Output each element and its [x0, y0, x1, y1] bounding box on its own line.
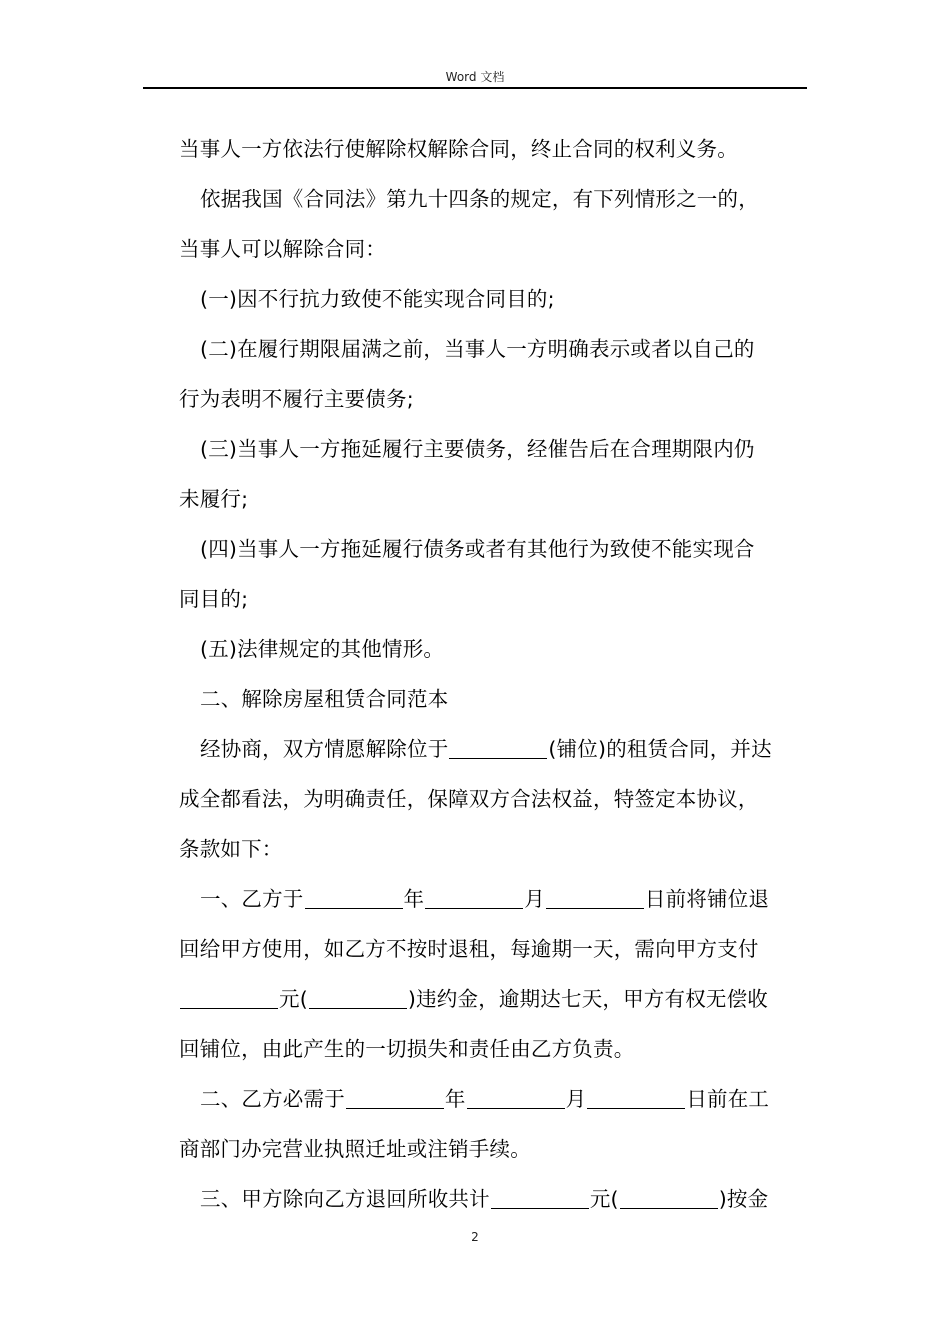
fill-in-blank	[491, 1188, 589, 1209]
text-segment: 日前在工	[686, 1087, 770, 1111]
text-line: 当事人一方依法行使解除权解除合同，终止合同的权利义务。	[179, 137, 738, 161]
fill-in-blank	[425, 888, 523, 909]
text-line: 成全都看法，为明确责任，保障双方合法权益，特签定本协议，	[179, 787, 759, 811]
text-line	[179, 1074, 809, 1124]
text-line: (四)当事人一方拖延履行债务或者有其他行为致使不能实现合	[200, 537, 755, 561]
text-segment: 日前将铺位退	[644, 887, 770, 911]
text-segment: 月	[524, 887, 545, 911]
text-segment: 月	[565, 1087, 587, 1111]
text-line: 行为表明不履行主要债务;	[179, 387, 414, 411]
fill-in-blank	[346, 1088, 444, 1109]
text-line: (二)在履行期限届满之前，当事人一方明确表示或者以自己的	[200, 337, 755, 361]
text-line: 同目的;	[179, 587, 249, 611]
fill-in-blank	[180, 988, 278, 1009]
text-line: 回铺位，由此产生的一切损失和责任由乙方负责。	[179, 1037, 635, 1061]
text-line: (三)当事人一方拖延履行主要债务，经催告后在合理期限内仍	[200, 437, 755, 461]
text-segment: )违约金，逾期达七天，甲方有权无偿收	[407, 987, 769, 1011]
text-segment: )按金	[718, 1187, 769, 1211]
fill-in-blank	[305, 888, 403, 909]
header-divider	[143, 87, 807, 89]
text-line: 依据我国《合同法》第九十四条的规定，有下列情形之一的，	[200, 187, 759, 211]
text-line	[179, 874, 809, 924]
text-segment: 年	[403, 887, 425, 911]
text-line: (五)法律规定的其他情形。	[200, 637, 445, 661]
fill-in-blank	[587, 1088, 685, 1109]
text-line: 回给甲方使用，如乙方不按时退租，每逾期一天，需向甲方支付	[179, 937, 759, 961]
fill-in-blank	[449, 738, 547, 759]
section-heading: 二、解除房屋租赁合同范本	[200, 687, 449, 711]
text-segment: (铺位)的租赁合同，并达	[548, 737, 772, 761]
fill-in-blank	[620, 1188, 718, 1209]
text-segment: 一、乙方于	[200, 887, 304, 911]
document-body	[179, 124, 809, 1224]
text-segment: 年	[444, 1087, 466, 1111]
fill-in-blank	[546, 888, 644, 909]
fill-in-blank	[467, 1088, 565, 1109]
text-segment: 经协商，双方情愿解除位于	[200, 737, 449, 761]
text-line: 当事人可以解除合同：	[179, 237, 386, 261]
text-line	[179, 724, 809, 774]
text-segment: 三、甲方除向乙方退回所收共计	[200, 1187, 490, 1211]
fill-in-blank	[309, 988, 407, 1009]
text-line: 条款如下：	[179, 837, 283, 861]
text-line	[179, 1174, 809, 1224]
document-header-title: Word 文档	[445, 70, 505, 84]
text-segment: 元(	[589, 1187, 619, 1211]
text-segment: 元(	[279, 987, 308, 1011]
text-line: (一)因不行抗力致使不能实现合同目的;	[200, 287, 555, 311]
page-number: 2	[471, 1230, 479, 1244]
text-line: 商部门办完营业执照迁址或注销手续。	[179, 1137, 531, 1161]
text-line	[179, 974, 809, 1024]
text-line: 未履行;	[179, 487, 249, 511]
text-segment: 二、乙方必需于	[200, 1087, 345, 1111]
